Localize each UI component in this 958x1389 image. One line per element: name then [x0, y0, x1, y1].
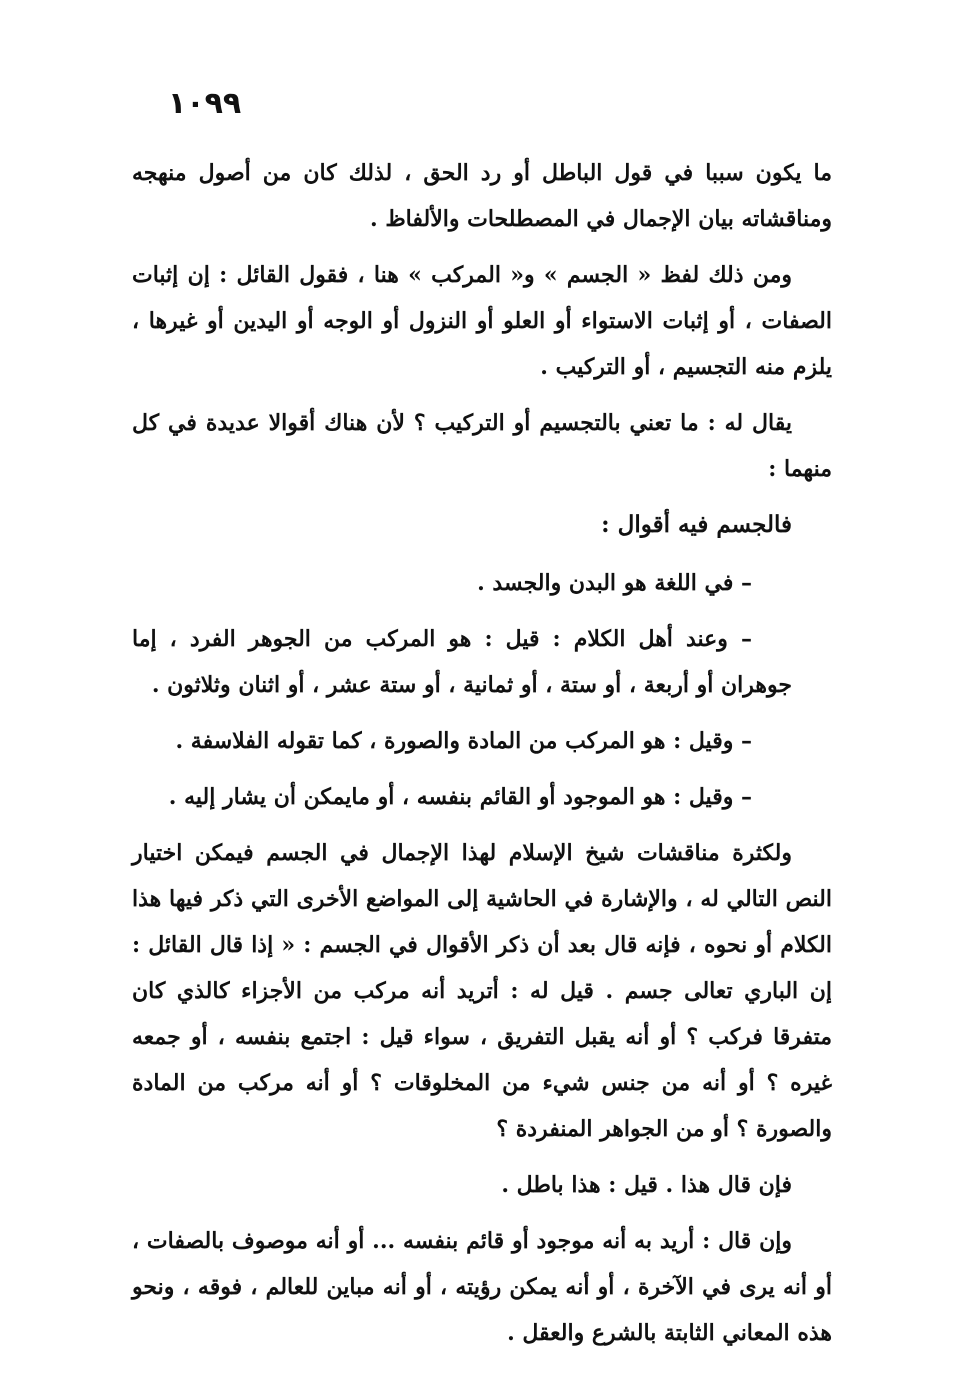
paragraph: ما يكون سببا في قول الباطل أو رد الحق ، لذلك كان من أصول منهجه ومناقشاته بيان الإجمال في المصطلحات والألفاظ .	[132, 160, 832, 232]
list-item: – في اللغة هو البدن والجسد .	[477, 570, 752, 596]
paragraph: فإن قال هذا . قيل : هذا باطل .	[501, 1172, 792, 1198]
paragraph: ومن ذلك لفظ « الجسم » و« المركب » هنا ، فقول القائل : إن إثبات الصفات ، أو إثبات الاستواء أو العلو أو النزول أو الوجه أو اليدين أو غيرها ، يلزم منه التجسيم ، أو التركيب .	[132, 262, 832, 380]
list-item: – وعند أهل الكلام : قيل : هو المركب من الجوهر الفرد ، إما جوهران أو أربعة ، أو ستة ، أو ثمانية ، أو ستة عشر ، أو اثنان وثلاثون .	[132, 626, 792, 698]
list-item: – وقيل : هو الموجود أو القائم بنفسه ، أو مايمكن أن يشار إليه .	[168, 784, 752, 810]
list-item: – وقيل : هو المركب من المادة والصورة ، كما تقوله الفلاسفة .	[175, 728, 752, 754]
section-heading: فالجسم فيه أقوال :	[601, 511, 792, 538]
body-text	[132, 150, 832, 1366]
paragraph: ولكثرة مناقشات شيخ الإسلام لهذا الإجمال في الجسم فيمكن اختيار النص التالي له ، والإشارة في الحاشية إلى المواضع الأخرى التي ذكر فيها هذا الكلام أو نحوه ، فإنه قال بعد أن ذكر الأقوال في الجسم : « إذا قال القائل : إن الباري تعالى جسم . قيل له : أتريد أنه مركب من الأجزاء كالذي كان متفرقا فركب ؟ أو أنه يقبل التفريق ، سواء قيل : اجتمع بنفسه ، أو جمعه غيره ؟ أو أنه من جنس شيء من المخلوقات ؟ أو أنه مركب من المادة والصورة ؟ أو من الجواهر المنفردة ؟	[132, 840, 832, 1142]
paragraph: يقال له : ما تعني بالتجسيم أو التركيب ؟ لأن هناك أقوالا عديدة في كل منهما :	[132, 410, 832, 482]
page-number: ١٠٩٩	[168, 86, 242, 121]
paragraph: وإن قال : أريد به أنه موجود أو قائم بنفسه ... أو أنه موصوف بالصفات ، أو أنه يرى في الآخرة ، أو أنه يمكن رؤيته ، أو أنه مباين للعالم ، فوقه ، ونحو هذه المعاني الثابتة بالشرع والعقل .	[132, 1228, 832, 1346]
